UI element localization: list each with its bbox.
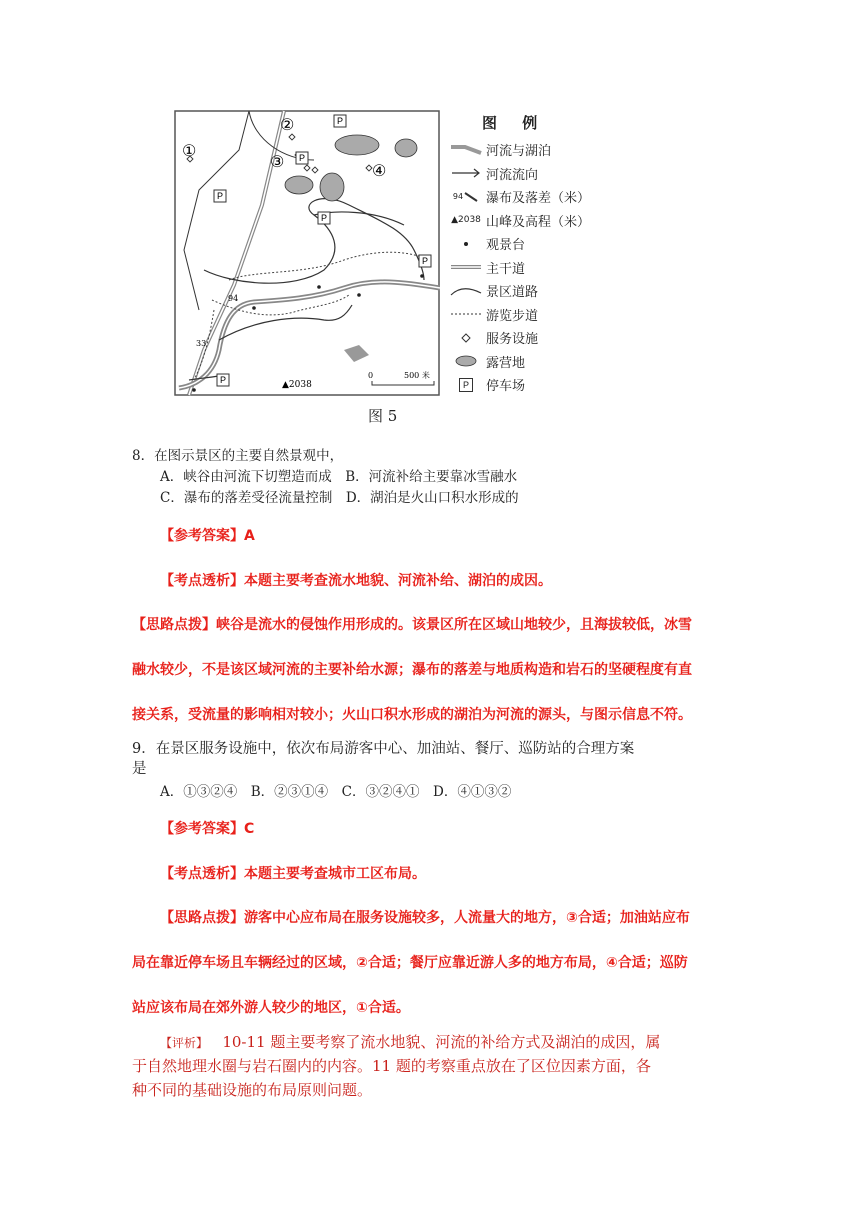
- legend-title: 图 例: [482, 114, 548, 132]
- waterfall-94-label: 94: [228, 294, 239, 303]
- q8-hint-line2: 融水较少，不是该区域河流的主要补给水源；瀑布的落差与地质构造和岩石的坚硬程度有直: [132, 662, 692, 678]
- scale-zero: 0: [368, 371, 374, 380]
- campsite-icon: [454, 354, 478, 368]
- legend-item: 河流与湖泊: [446, 138, 606, 162]
- review-line3: 种不同的基础设施的布局原则问题。: [132, 1081, 373, 1099]
- legend-item: 服务设施: [446, 326, 606, 350]
- trail-icon: [449, 310, 483, 318]
- scenic-road-icon: [449, 285, 483, 297]
- arrow-icon: [449, 167, 483, 179]
- review-line2: 于自然地理水圈与岩石圈内的内容。11 题的考察重点放在了区位因素方面，各: [132, 1057, 651, 1075]
- q9-options: A．①③②④ B．②③①④ C．③②④① D．④①③②: [160, 784, 512, 800]
- q9-point: 【考点透析】本题主要考查城市工区布局。: [160, 866, 426, 882]
- parking-label: P: [336, 116, 344, 126]
- legend-item: 景区道路: [446, 279, 606, 303]
- map-label-3: ③: [270, 152, 285, 171]
- map-legend: [446, 112, 606, 397]
- q9-hint-line1: 【思路点拨】游客中心应布局在服务设施较多，人流量大的地方，③合适；加油站应布: [160, 910, 690, 926]
- scale-500: 500 米: [404, 371, 430, 380]
- map-label-2: ②: [280, 115, 295, 134]
- review-line1: 【评析】 10-11 题主要考察了流水地貌、河流的补给方式及湖泊的成因，属: [160, 1033, 661, 1051]
- figure-caption: 图 5: [368, 407, 398, 425]
- parking-label: P: [421, 256, 429, 266]
- parking-label: P: [216, 191, 224, 201]
- map-label-1: ①: [182, 141, 197, 160]
- scenic-area-map: [174, 110, 440, 396]
- parking-icon: P: [459, 378, 473, 392]
- legend-item: P 停车场: [446, 373, 606, 397]
- q9-answer: 【参考答案】C: [160, 821, 255, 837]
- map-label-4: ④: [372, 161, 387, 180]
- service-diamond-icon: [461, 333, 471, 343]
- legend-item: 游览步道: [446, 303, 606, 327]
- viewpoint-dot-icon: [461, 239, 471, 249]
- waterfall-33-label: 33: [196, 339, 207, 348]
- river-lake-icon: [449, 143, 483, 157]
- legend-item: 观景台: [446, 232, 606, 256]
- q9-stem-line2: 是: [132, 761, 147, 777]
- legend-item: 94 瀑布及落差（米）: [452, 191, 591, 207]
- parking-label: P: [298, 153, 306, 163]
- legend-item: ▲2038 山峰及高程（米）: [451, 214, 591, 230]
- q8-hint-line3: 接关系，受流量的影响相对较小；火山口积水形成的湖泊为河流的源头，与图示信息不符。: [132, 707, 692, 723]
- legend-item: 主干道: [446, 256, 606, 280]
- legend-item: 露营地: [446, 350, 606, 374]
- main-road-icon: [449, 262, 483, 272]
- q8-answer: 【参考答案】A: [160, 528, 255, 544]
- q8-options-line1: A．峡谷由河流下切塑造而成 B．河流补给主要靠冰雪融水: [160, 469, 518, 485]
- q8-stem: 8．在图示景区的主要自然景观中，: [132, 448, 344, 464]
- q9-hint-line2: 局在靠近停车场且车辆经过的区域，②合适；餐厅应靠近游人多的地方布局，④合适；巡防: [132, 955, 688, 971]
- q8-hint-line1: 【思路点拨】峡谷是流水的侵蚀作用形成的。该景区所在区域山地较少，且海拔较低，冰雪: [132, 617, 692, 633]
- legend-item: 河流流向: [446, 162, 606, 186]
- q8-point: 【考点透析】本题主要考查流水地貌、河流补给、湖泊的成因。: [160, 573, 552, 589]
- parking-label: P: [219, 375, 227, 385]
- q9-stem-line1: 9．在景区服务设施中，依次布局游客中心、加油站、餐厅、巡防站的合理方案: [132, 741, 635, 757]
- peak-label: ▲2038: [282, 380, 312, 390]
- waterfall-icon: 94: [452, 192, 464, 202]
- q9-hint-line3: 站应该布局在郊外游人较少的地区，①合适。: [132, 1000, 410, 1016]
- peak-icon: ▲2038: [451, 215, 481, 226]
- parking-label: P: [320, 213, 328, 223]
- q8-options-line2: C．瀑布的落差受径流量控制 D．湖泊是火山口积水形成的: [160, 490, 519, 506]
